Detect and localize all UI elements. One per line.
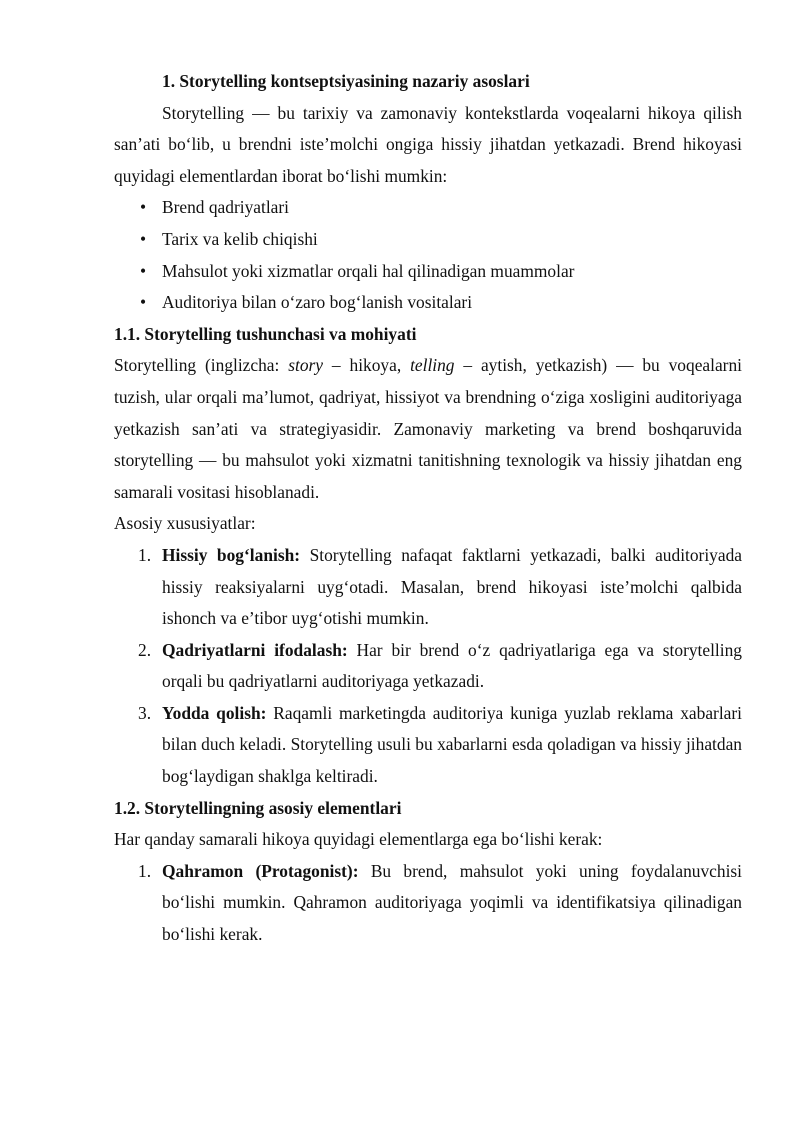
item-number: 1. [138, 544, 152, 565]
elements-list [114, 856, 742, 951]
item-title: Qahramon (Protagonist): [162, 860, 359, 881]
item-title: Yodda qolish: [162, 702, 267, 723]
bullet-text: Mahsulot yoki xizmatlar orqali hal qilinadigan muammolar [162, 260, 575, 281]
item-number: 3. [138, 702, 152, 723]
definition-lead: Storytelling (inglizcha: [114, 355, 289, 376]
item-number: 1. [138, 860, 152, 881]
item-number: 2. [138, 639, 152, 660]
features-label: Asosiy xususiyatlar: [114, 513, 256, 534]
section-1-2-heading: 1.2. Storytellingning asosiy elementlari [114, 797, 402, 818]
section-1-2-intro: Har qanday samarali hikoya quyidagi elementlarga ega bo‘lishi kerak: [114, 829, 603, 850]
bullet-text: Auditoriya bilan o‘zaro bog‘lanish vositalari [162, 292, 473, 313]
term-story: story [288, 355, 324, 376]
item-text: Bu brend, mahsulot yoki uning foydalanuvchisi bo‘lishi mumkin. Qahramon auditoriyaga yoqimli va identifikatsiya qilinadigan bo‘lishi kerak. [162, 860, 742, 945]
bullet-text: Brend qadriyatlari [162, 197, 289, 218]
term-telling: telling [410, 355, 455, 376]
section-1-intro: Storytelling — bu tarixiy va zamonaviy kontekstlarda voqealarni hikoya qilish san’ati bo‘lib, u brendni iste’molchi ongiga hissiy jihatdan yetkazadi. Brend hikoyasi quyidagi elementlardan iborat bo‘lishi mumkin: [114, 102, 742, 186]
section-1-bullet-list [114, 192, 742, 318]
item-text: Storytelling nafaqat faktlarni yetkazadi, balki auditoriyada hissiy reaksiyalarni uyg‘otadi. Masalan, brend hikoyasi iste’molchi qalbida ishonch va e’tibor uyg‘otishi mumkin. [162, 544, 743, 629]
section-1-heading: 1. Storytelling kontseptsiyasining nazariy asoslari [162, 71, 530, 91]
item-title: Qadriyatlarni ifodalash: [162, 639, 348, 660]
bullet-marker: • [140, 260, 147, 281]
item-text: Har bir brend o‘z qadriyatlariga ega va storytelling orqali bu qadriyatlarni auditoriyaga yetkazadi. [162, 639, 742, 692]
list-item [114, 224, 742, 256]
section-1-1-definition [114, 350, 742, 508]
list-item [114, 540, 742, 635]
section-1-1-heading: 1.1. Storytelling tushunchasi va mohiyati [114, 323, 417, 344]
definition-mid: – hikoya, [323, 355, 411, 376]
bullet-marker: • [140, 197, 147, 218]
list-item [114, 287, 742, 319]
list-item [114, 635, 742, 698]
item-text: Raqamli marketingda auditoriya kuniga yuzlab reklama xabarlari bilan duch keladi. Storytelling usuli bu xabarlarni esda qoladigan va hissiy jihatdan bog‘laydigan shaklga keltiradi. [162, 702, 742, 787]
features-list [114, 540, 742, 793]
list-item [114, 256, 742, 288]
item-title: Hissiy bog‘lanish: [162, 544, 301, 565]
list-item [114, 192, 742, 224]
bullet-text: Tarix va kelib chiqishi [162, 228, 318, 249]
definition-rest: – aytish, yetkazish) — bu voqealarni tuzish, ular orqali ma’lumot, qadriyat, hissiyot va brendning o‘ziga xosligini auditoriyaga yetkazish san’ati va strategiyasidir. Zamonaviy marketing va brend boshqaruvida storytelling — bu mahsulot yoki xizmatni tanitishning texnologik va hissiy jihatdan eng samarali vositasi hisoblanadi. [114, 355, 742, 502]
bullet-marker: • [140, 292, 147, 313]
list-item [114, 698, 742, 793]
bullet-marker: • [140, 228, 147, 249]
list-item [114, 856, 742, 951]
